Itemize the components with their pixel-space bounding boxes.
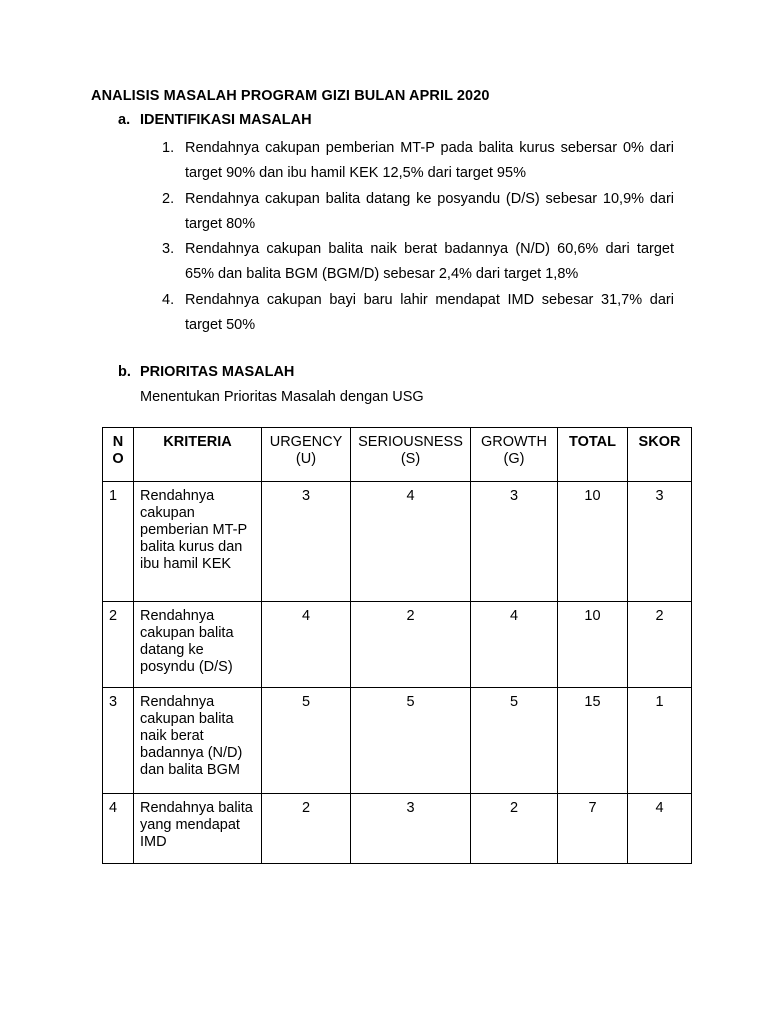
cell-total: 7 — [558, 794, 628, 864]
cell-seriousness: 3 — [351, 794, 471, 864]
problem-list — [160, 136, 674, 338]
header-kriteria: KRITERIA — [134, 428, 262, 482]
problem-number: 4. — [162, 291, 175, 308]
header-skor: SKOR — [628, 428, 692, 482]
section-b-subtitle: Menentukan Prioritas Masalah dengan USG — [140, 389, 424, 405]
section-b-title: PRIORITAS MASALAH — [140, 364, 295, 380]
cell-growth: 2 — [471, 794, 558, 864]
cell-total: 10 — [558, 602, 628, 688]
problem-text: Rendahnya cakupan bayi baru lahir mendapat IMD sebesar 31,7% dari target 50% — [185, 291, 674, 334]
document-title: ANALISIS MASALAH PROGRAM GIZI BULAN APRIL 2020 — [91, 88, 490, 104]
cell-seriousness: 4 — [351, 482, 471, 602]
cell-growth: 5 — [471, 688, 558, 794]
problem-item — [160, 136, 674, 187]
header-urgency: URGENCY (U) — [262, 428, 351, 482]
section-b-heading — [118, 364, 294, 380]
cell-no: 4 — [103, 794, 134, 864]
problem-item — [160, 187, 674, 238]
table-row — [103, 794, 692, 864]
cell-skor: 2 — [628, 602, 692, 688]
problem-number: 2. — [162, 190, 175, 207]
problem-item — [160, 288, 674, 339]
cell-growth: 4 — [471, 602, 558, 688]
header-no: NO — [103, 428, 134, 482]
cell-skor: 3 — [628, 482, 692, 602]
table-row — [103, 688, 692, 794]
usg-table — [102, 427, 692, 864]
table-row — [103, 482, 692, 602]
section-a-title: IDENTIFIKASI MASALAH — [140, 112, 312, 128]
cell-skor: 1 — [628, 688, 692, 794]
problem-number: 1. — [162, 140, 175, 156]
cell-kriteria: Rendahnya cakupan balita datang ke posyndu (D/S) — [134, 602, 262, 688]
header-growth: GROWTH (G) — [471, 428, 558, 482]
header-total: TOTAL — [558, 428, 628, 482]
cell-growth: 3 — [471, 482, 558, 602]
cell-kriteria: Rendahnya cakupan pemberian MT-P balita kurus dan ibu hamil KEK — [134, 482, 262, 602]
cell-total: 15 — [558, 688, 628, 794]
section-a-heading — [118, 112, 312, 128]
problem-number: 3. — [162, 241, 175, 258]
cell-no: 2 — [103, 602, 134, 688]
cell-skor: 4 — [628, 794, 692, 864]
cell-urgency: 2 — [262, 794, 351, 864]
cell-seriousness: 5 — [351, 688, 471, 794]
cell-no: 1 — [103, 482, 134, 602]
cell-urgency: 3 — [262, 482, 351, 602]
cell-seriousness: 2 — [351, 602, 471, 688]
cell-urgency: 5 — [262, 688, 351, 794]
table-row — [103, 602, 692, 688]
problem-text: Rendahnya cakupan balita datang ke posyandu (D/S) sebesar 10,9% dari target 80% — [185, 190, 674, 232]
problem-text: Rendahnya cakupan balita naik berat badannya (N/D) 60,6% dari target 65% dan balita BGM (BGM/D) sebesar 2,4% dari target 1,8% — [185, 241, 674, 283]
section-b-marker: b. — [118, 364, 131, 380]
table-header-row — [103, 428, 692, 482]
cell-kriteria: Rendahnya cakupan balita naik berat badannya (N/D) dan balita BGM — [134, 688, 262, 794]
problem-text: Rendahnya cakupan pemberian MT-P pada balita kurus sebersar 0% dari target 90% dan ibu hamil KEK 12,5% dari target 95% — [185, 140, 674, 182]
section-a-marker: a. — [118, 112, 131, 128]
header-seriousness: SERIOUSNESS (S) — [351, 428, 471, 482]
cell-urgency: 4 — [262, 602, 351, 688]
cell-kriteria: Rendahnya balita yang mendapat IMD — [134, 794, 262, 864]
problem-item — [160, 237, 674, 288]
cell-total: 10 — [558, 482, 628, 602]
cell-no: 3 — [103, 688, 134, 794]
